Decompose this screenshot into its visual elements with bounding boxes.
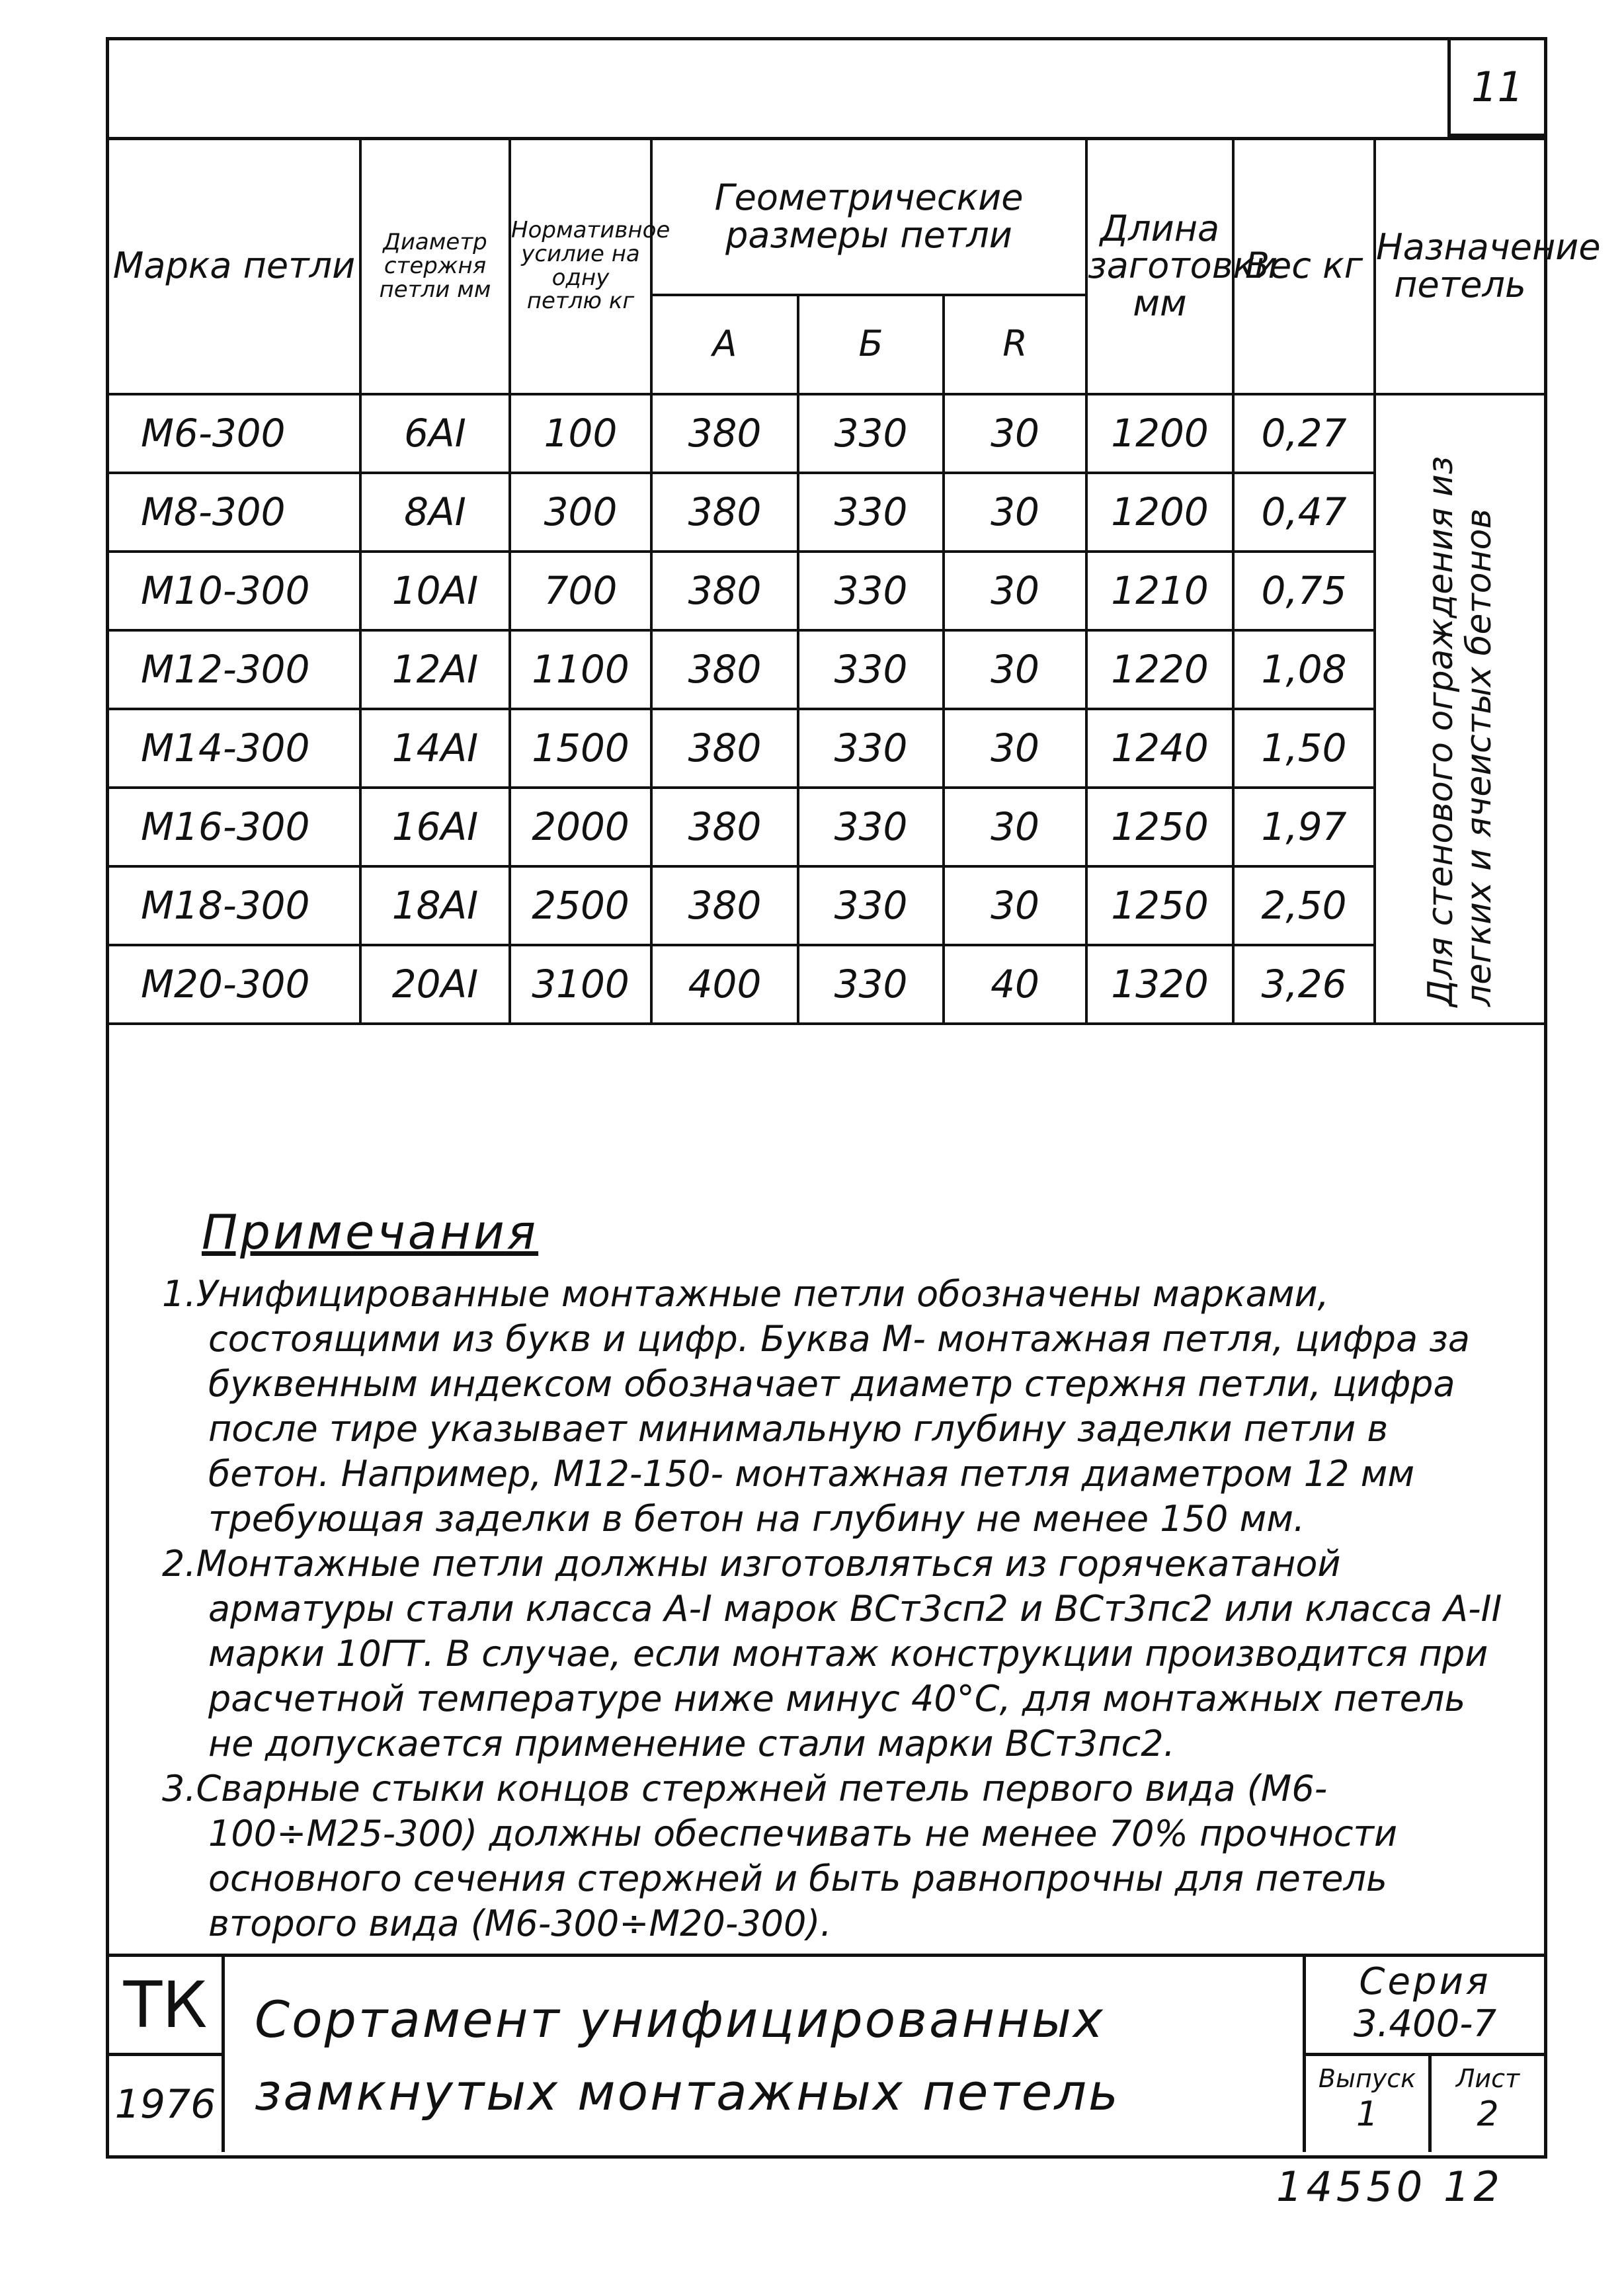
cell-diameter: 14АI [360,709,510,788]
header-geom-r: R [944,295,1086,394]
cell-diameter: 8АI [360,473,510,552]
org-code: ТК [109,1957,222,2056]
issue-value: 1 [1356,2094,1379,2134]
cell-mark: М6-300 [109,394,360,473]
table-row [109,788,1544,866]
cell-force: 300 [510,473,651,552]
cell-mark: М18-300 [109,866,360,945]
purpose-text: Для стенового ограждения из легких и ячеистых бетонов [1420,456,1500,1007]
archive-number: 14550 12 [1276,2163,1504,2211]
year: 1976 [114,2081,216,2128]
cell-mark: М8-300 [109,473,360,552]
cell-mark: М10-300 [109,552,360,630]
note-number: 2. [162,1543,196,1585]
table-row [109,709,1544,788]
note-item [162,1272,1511,1542]
cell-r: 30 [944,709,1086,788]
cell-b: 330 [798,788,944,866]
cell-length: 1200 [1086,394,1233,473]
cell-length: 1320 [1086,945,1233,1024]
cell-purpose [1375,394,1544,1024]
note-item [162,1766,1511,1946]
series-box [1306,1957,1544,2056]
cell-mark: М12-300 [109,630,360,709]
note-text: Монтажные петли должны изготовляться из горячекатаной арматуры стали класса А-I марок ВСт3сп2 и ВСт3пс2 или класса А-II марки 10ГТ. В случае, если монтаж конструкции производится при расчетной температуре ниже минус 40°С, для монтажных петель не допускается применение стали марки ВСт3пс2. [196,1543,1502,1764]
cell-b: 330 [798,473,944,552]
table-row [109,394,1544,473]
sheet-value: 2 [1477,2094,1499,2134]
cell-length: 1250 [1086,866,1233,945]
cell-weight: 2,50 [1233,866,1375,945]
cell-weight: 3,26 [1233,945,1375,1024]
loop-spec-table [109,137,1601,1025]
drawing-sheet [106,37,1601,2159]
cell-force: 2000 [510,788,651,866]
cell-weight: 0,47 [1233,473,1375,552]
cell-force: 1500 [510,709,651,788]
series-value: 3.400-7 [1353,2003,1497,2046]
cell-weight: 1,50 [1233,709,1375,788]
cell-b: 330 [798,866,944,945]
cell-a: 380 [651,394,798,473]
page-number: 11 [1447,40,1544,137]
cell-a: 380 [651,552,798,630]
header-geom-a: А [651,295,798,394]
cell-a: 380 [651,709,798,788]
note-text: Унифицированные монтажные петли обозначены марками, состоящими из букв и цифр. Буква М- монтажная петля, цифра за буквенным индексом обозначает диаметр стержня петли, цифра после тире указывает минимальную глубину заделки петли в бетон. Например, М12-150- монтажная петля диаметром 12 мм требующая заделки в бетон на глубину не менее 150 мм. [196,1273,1471,1540]
cell-diameter: 18АI [360,866,510,945]
cell-weight: 1,97 [1233,788,1375,866]
cell-length: 1250 [1086,788,1233,866]
cell-mark: М20-300 [109,945,360,1024]
table-row [109,945,1544,1024]
note-number: 3. [162,1768,196,1809]
notes-title: Примечания [202,1204,539,1260]
header-geom-b: Б [798,295,944,394]
cell-diameter: 20АI [360,945,510,1024]
cell-weight: 1,08 [1233,630,1375,709]
cell-length: 1240 [1086,709,1233,788]
cell-r: 30 [944,394,1086,473]
cell-diameter: 6АI [360,394,510,473]
cell-a: 380 [651,866,798,945]
sheet-label: Лист [1455,2064,1520,2093]
header-purpose: Назначение петель [1375,139,1544,394]
cell-a: 380 [651,630,798,709]
header-length: Длина заготовки мм [1086,139,1233,394]
header-diameter: Диаметр стержня петли мм [360,139,510,394]
cell-b: 330 [798,394,944,473]
cell-length: 1220 [1086,630,1233,709]
table-row [109,630,1544,709]
header-weight: Вес кг [1233,139,1375,394]
cell-b: 330 [798,945,944,1024]
header-geometry: Геометрические размеры петли [651,139,1086,295]
cell-r: 30 [944,552,1086,630]
cell-b: 330 [798,552,944,630]
note-number: 1. [162,1273,196,1315]
cell-r: 30 [944,866,1086,945]
cell-weight: 0,75 [1233,552,1375,630]
cell-force: 2500 [510,866,651,945]
notes-section [162,1204,1511,1946]
cell-diameter: 16АI [360,788,510,866]
cell-force: 700 [510,552,651,630]
title-block-left [109,1957,225,2152]
cell-mark: М16-300 [109,788,360,866]
cell-length: 1200 [1086,473,1233,552]
note-item [162,1542,1511,1766]
series-label: Серия [1359,1960,1491,2003]
cell-mark: М14-300 [109,709,360,788]
cell-force: 3100 [510,945,651,1024]
cell-force: 1100 [510,630,651,709]
cell-b: 330 [798,709,944,788]
cell-r: 30 [944,473,1086,552]
issue-box [1306,2056,1432,2152]
cell-r: 30 [944,788,1086,866]
cell-r: 40 [944,945,1086,1024]
cell-force: 100 [510,394,651,473]
issue-label: Выпуск [1318,2064,1416,2093]
cell-a: 380 [651,473,798,552]
table-row [109,866,1544,945]
cell-b: 330 [798,630,944,709]
document-title: Сортамент унифицированных замкнутых монтажных петель [255,1990,1120,2122]
table-row [109,473,1544,552]
title-block [109,1954,1544,2155]
header-force: Нормативное усилие на одну петлю кг [510,139,651,394]
cell-a: 400 [651,945,798,1024]
cell-diameter: 10АI [360,552,510,630]
cell-length: 1210 [1086,552,1233,630]
note-text: Сварные стыки концов стержней петель первого вида (М6-100÷М25-300) должны обеспечивать не менее 70% прочности основного сечения стержней и быть равнопрочны для петель второго вида (М6-300÷М20-300). [196,1768,1398,1944]
cell-weight: 0,27 [1233,394,1375,473]
table-row [109,552,1544,630]
cell-r: 30 [944,630,1086,709]
cell-diameter: 12АI [360,630,510,709]
sheet-box [1432,2056,1544,2152]
cell-a: 380 [651,788,798,866]
header-mark: Марка петли [109,139,360,394]
title-block-right [1303,1957,1544,2152]
